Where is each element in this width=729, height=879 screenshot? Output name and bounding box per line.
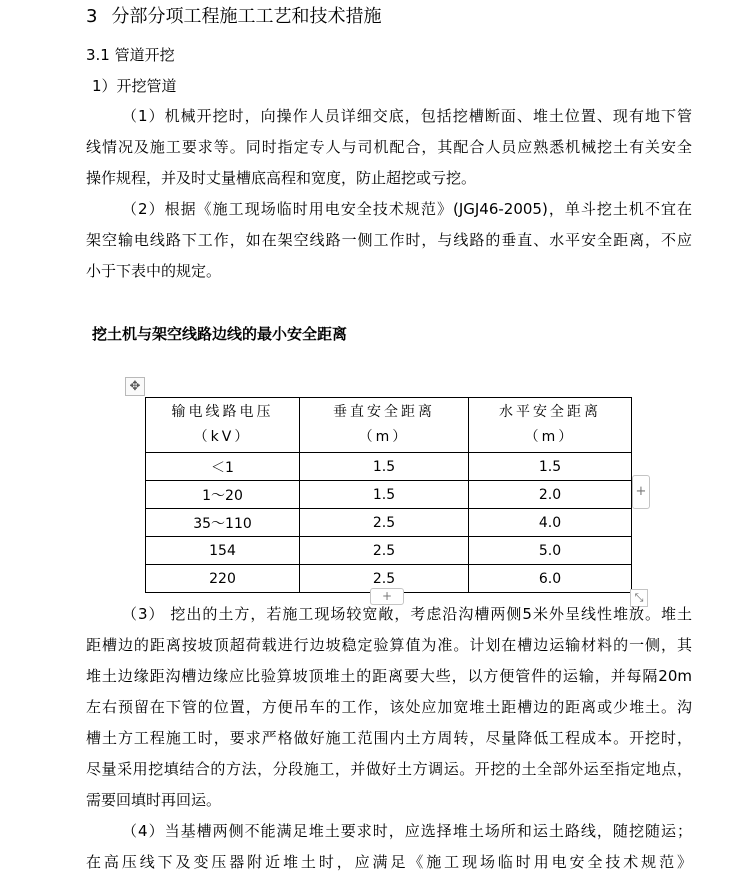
paragraph-line: 小于下表中的规定。: [86, 262, 222, 280]
item-heading: 1）开挖管道: [92, 77, 177, 95]
section-number: 3: [86, 6, 98, 27]
table-row: [146, 537, 632, 565]
paragraph-1: [86, 101, 692, 194]
paragraph-line: 左右预留在下管的位置，方便吊车的工作，该处应加宽堆土距槽边的距离或少堆土。沟: [86, 698, 692, 716]
header-vertical-distance: 垂直安全距离 （m）: [300, 398, 469, 453]
table-cell: 2.5: [300, 509, 469, 537]
add-column-button[interactable]: +: [632, 475, 650, 509]
paragraph-line: （4）当基槽两侧不能满足堆土要求时，应选择堆土场所和运土路线，随挖随运；: [122, 822, 692, 840]
paragraph-4: [86, 816, 692, 878]
paragraph-line: 线情况及施工要求等。同时指定专人与司机配合，其配合人员应熟悉机械挖土有关安全: [86, 138, 692, 156]
subsection-heading: 3.1 管道开挖: [86, 46, 175, 64]
table-cell: 154: [146, 537, 300, 565]
table-cell: 220: [146, 565, 300, 593]
paragraph-line: 尽量采用挖填结合的方法，分段施工，并做好土方调运。开挖的土全部外运至指定地点，: [86, 760, 692, 778]
table-header-row: [146, 398, 632, 453]
safety-distance-table: [145, 397, 632, 593]
table-move-icon[interactable]: ✥: [125, 377, 145, 396]
paragraph-line: 架空输电线路下工作，如在架空线路一侧工作时，与线路的垂直、水平安全距离，不应: [86, 231, 692, 249]
paragraph-line: （2）根据《施工现场临时用电安全技术规范》(JGJ46-2005)，单斗挖土机不宜在: [122, 200, 692, 218]
section-heading: [86, 2, 381, 28]
table-cell: 1.5: [469, 453, 632, 481]
add-row-button[interactable]: +: [370, 588, 404, 605]
table-cell: 5.0: [469, 537, 632, 565]
table-title: 挖土机与架空线路边线的最小安全距离: [92, 325, 348, 343]
table-cell: 2.5: [300, 537, 469, 565]
table-resize-icon[interactable]: ⤡: [630, 589, 648, 607]
table-cell: 35～110: [146, 509, 300, 537]
table-cell: 4.0: [469, 509, 632, 537]
paragraph-2: [86, 194, 692, 287]
paragraph-line: 槽土方工程施工时，要求严格做好施工范围内土方周转，尽量降低工程成本。开挖时，: [86, 729, 692, 747]
section-title: 分部分项工程施工工艺和技术措施: [111, 6, 382, 27]
paragraph-line: 需要回填时再回运。: [86, 791, 222, 809]
table-cell: 2.5: [300, 565, 469, 593]
table-cell: 1.5: [300, 481, 469, 509]
table-cell: ＜1: [146, 453, 300, 481]
table-cell: 1.5: [300, 453, 469, 481]
paragraph-line: 距槽边的距离按坡顶超荷载进行边坡稳定验算值为准。计划在槽边运输材料的一侧，其: [86, 636, 692, 654]
paragraph-line: （1）机械开挖时，向操作人员详细交底，包括挖槽断面、堆土位置、现有地下管: [122, 107, 692, 125]
paragraph-line: 在高压线下及变压器附近堆土时，应满足《施工现场临时用电安全技术规范》: [86, 853, 692, 871]
table-cell: 1～20: [146, 481, 300, 509]
header-horizontal-distance: 水平安全距离 （m）: [469, 398, 632, 453]
table-cell: 6.0: [469, 565, 632, 593]
table-row: [146, 453, 632, 481]
paragraph-line: 堆土边缘距沟槽边缘应比验算坡顶堆土的距离要大些，以方便管件的运输，并每隔20m: [86, 667, 692, 685]
paragraph-line: 操作规程，并及时丈量槽底高程和宽度，防止超挖或亏挖。: [86, 169, 477, 187]
paragraph-3: [86, 599, 692, 816]
table-cell: 2.0: [469, 481, 632, 509]
header-voltage: 输电线路电压 （kV）: [146, 398, 300, 453]
table-row: [146, 509, 632, 537]
paragraph-line: （3） 挖出的土方，若施工现场较宽敞，考虑沿沟槽两侧5米外呈线性堆放。堆土: [122, 605, 692, 623]
table-row: [146, 481, 632, 509]
